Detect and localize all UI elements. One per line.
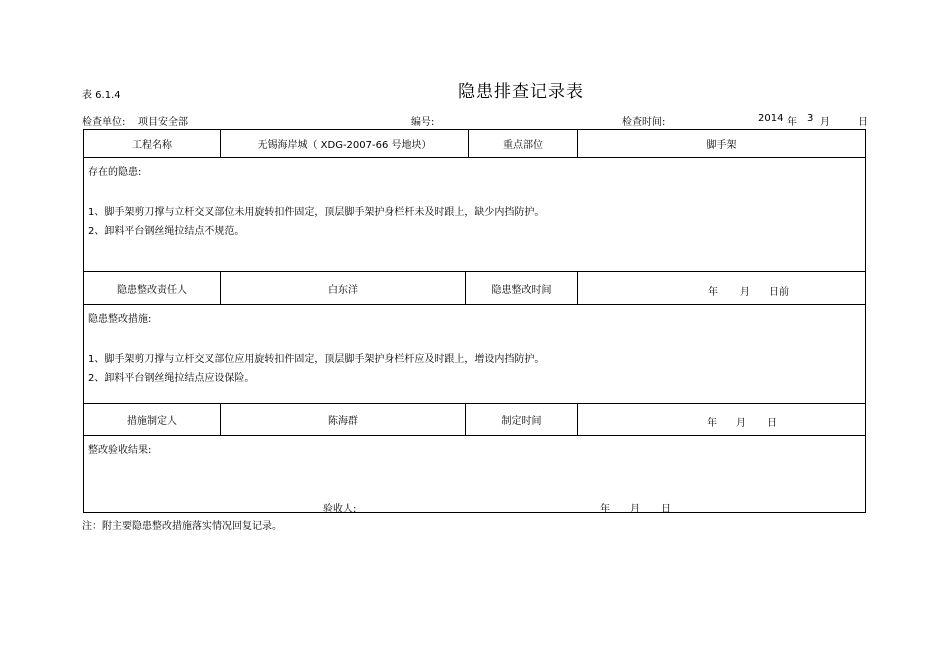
table-line [577,403,578,435]
inspection-time-label: 检查时间: [622,117,666,128]
acceptance-month-unit: 月 [630,504,640,515]
inspection-unit-label: 检查单位: [82,117,126,128]
table-line [83,129,84,512]
measure-maker-value: 陈海群 [328,416,358,427]
code-label: 编号: [411,117,435,128]
rectification-time-label: 隐患整改时间 [491,284,552,296]
acceptor-label: 验收人: [323,504,357,515]
responsible-person-label: 隐患整改责任人 [117,284,187,296]
measure-month-unit: 月 [736,418,746,429]
responsible-person-value: 白东洋 [328,284,358,296]
measures-label: 隐患整改措施: [88,314,152,325]
measure-maker-label: 措施制定人 [127,416,177,427]
inspection-month: 3 [807,113,814,124]
hazard-item: 1、脚手架剪刀撑与立杆交叉部位未用旋转扣件固定，顶层脚手架护身栏杆未及时跟上，缺少内挡防护。 [88,207,545,218]
measure-time-label: 制定时间 [501,416,542,427]
key-area-label: 重点部位 [503,140,543,151]
measure-item: 1、脚手架剪刀撑与立杆交叉部位应用旋转扣件固定，顶层脚手架护身栏杆应及时跟上，增设内挡防护。 [88,354,545,365]
inspection-year: 2014 [758,113,784,124]
project-name-value: 无锡海岸城（ XDG-2007-66 号地块） [257,140,432,151]
inspection-month-unit: 月 [820,117,830,128]
table-line [577,271,578,304]
rectification-day-unit: 日前 [769,287,789,298]
rectification-year-unit: 年 [708,287,718,298]
table-line [83,304,866,305]
key-area-value: 脚手架 [706,140,737,151]
inspection-unit-value: 项目安全部 [138,117,188,128]
footnote: 注：附主要隐患整改措施落实情况回复记录。 [82,521,282,532]
project-name-label: 工程名称 [132,140,172,151]
acceptance-year-unit: 年 [600,504,610,515]
hazard-item: 2、卸料平台钢丝绳拉结点不规范。 [88,226,245,237]
inspection-year-unit: 年 [787,117,797,128]
page-title: 隐患排查记录表 [458,82,584,102]
hazards-label: 存在的隐患: [88,167,142,178]
measure-item: 2、卸料平台钢丝绳拉结点应设保险。 [88,373,255,384]
measure-year-unit: 年 [707,418,717,429]
rectification-month-unit: 月 [740,287,750,298]
table-line [865,129,866,512]
acceptance-day-unit: 日 [661,504,671,515]
table-line [83,157,866,158]
inspection-day-unit: 日 [858,117,868,128]
table-line [83,512,866,513]
table-line [83,435,866,436]
table-number: 表 6.1.4 [82,90,121,101]
measure-day-unit: 日 [767,418,777,429]
acceptance-label: 整改验收结果: [88,445,152,456]
